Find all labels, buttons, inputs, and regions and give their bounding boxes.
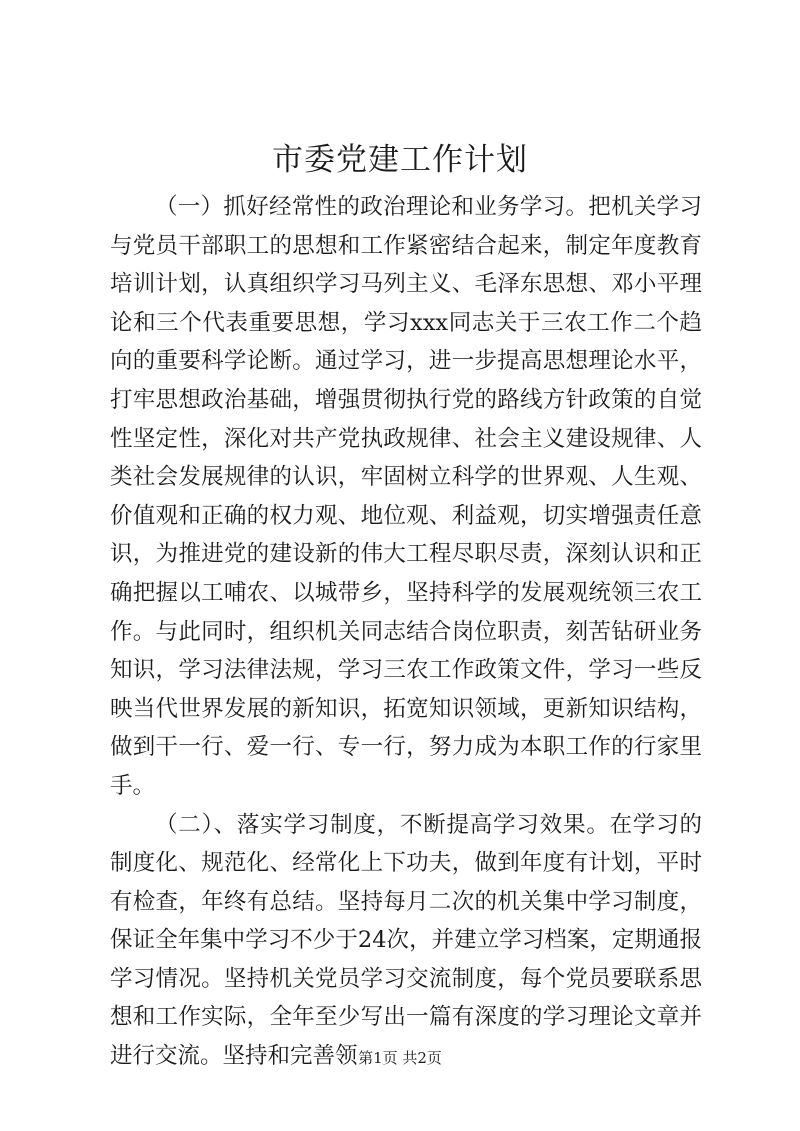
paragraph-1: （一）抓好经常性的政治理论和业务学习。把机关学习与党员干部职工的思想和工作紧密结合起来，制定年度教育培训计划，认真组织学习马列主义、毛泽东思想、邓小平理论和三个代表重要思想，学习xxx同志关于三农工作二个趋向的重要科学论断。通过学习，进一步提高思想理论水平，打牢思想政治基础，增强贯彻执行党的路线方针政策的自觉性坚定性，深化对共产党执政规律、社会主义建设规律、人类社会发展规律的认识，牢固树立科学的世界观、人生观、价值观和正确的权力观、地位观、利益观，切实增强责任意识，为推进党的建设新的伟大工程尽职尽责，深刻认识和正确把握以工哺农、以城带乡，坚持科学的发展观统领三农工作。与此同时，组织机关同志结合岗位职责，刻苦钻研业务知识，学习法律法规，学习三农工作政策文件，学习一些反映当代世界发展的新知识，拓宽知识领域，更新知识结构，做到干一行、爱一行、专一行，努力成为本职工作的行家里手。 <box>110 194 702 799</box>
page-number-footer: 第1页 共2页 <box>358 1049 442 1067</box>
document-body <box>110 188 702 1076</box>
paragraph-2: （二）、落实学习制度，不断提高学习效果。在学习的制度化、规范化、经常化上下功夫，做到年度有计划，平时有检查，年终有总结。坚持每月二次的机关集中学习制度，保证全年集中学习不少于24次，并建立学习档案，定期通报学习情况。坚持机关党员学习交流制度，每个党员要联系思想和工作实际，全年至少写出一篇有深度的学习理论文章并进行交流。坚持和完善领 <box>110 811 702 1070</box>
page-title: 市委党建工作计划 <box>272 142 528 178</box>
